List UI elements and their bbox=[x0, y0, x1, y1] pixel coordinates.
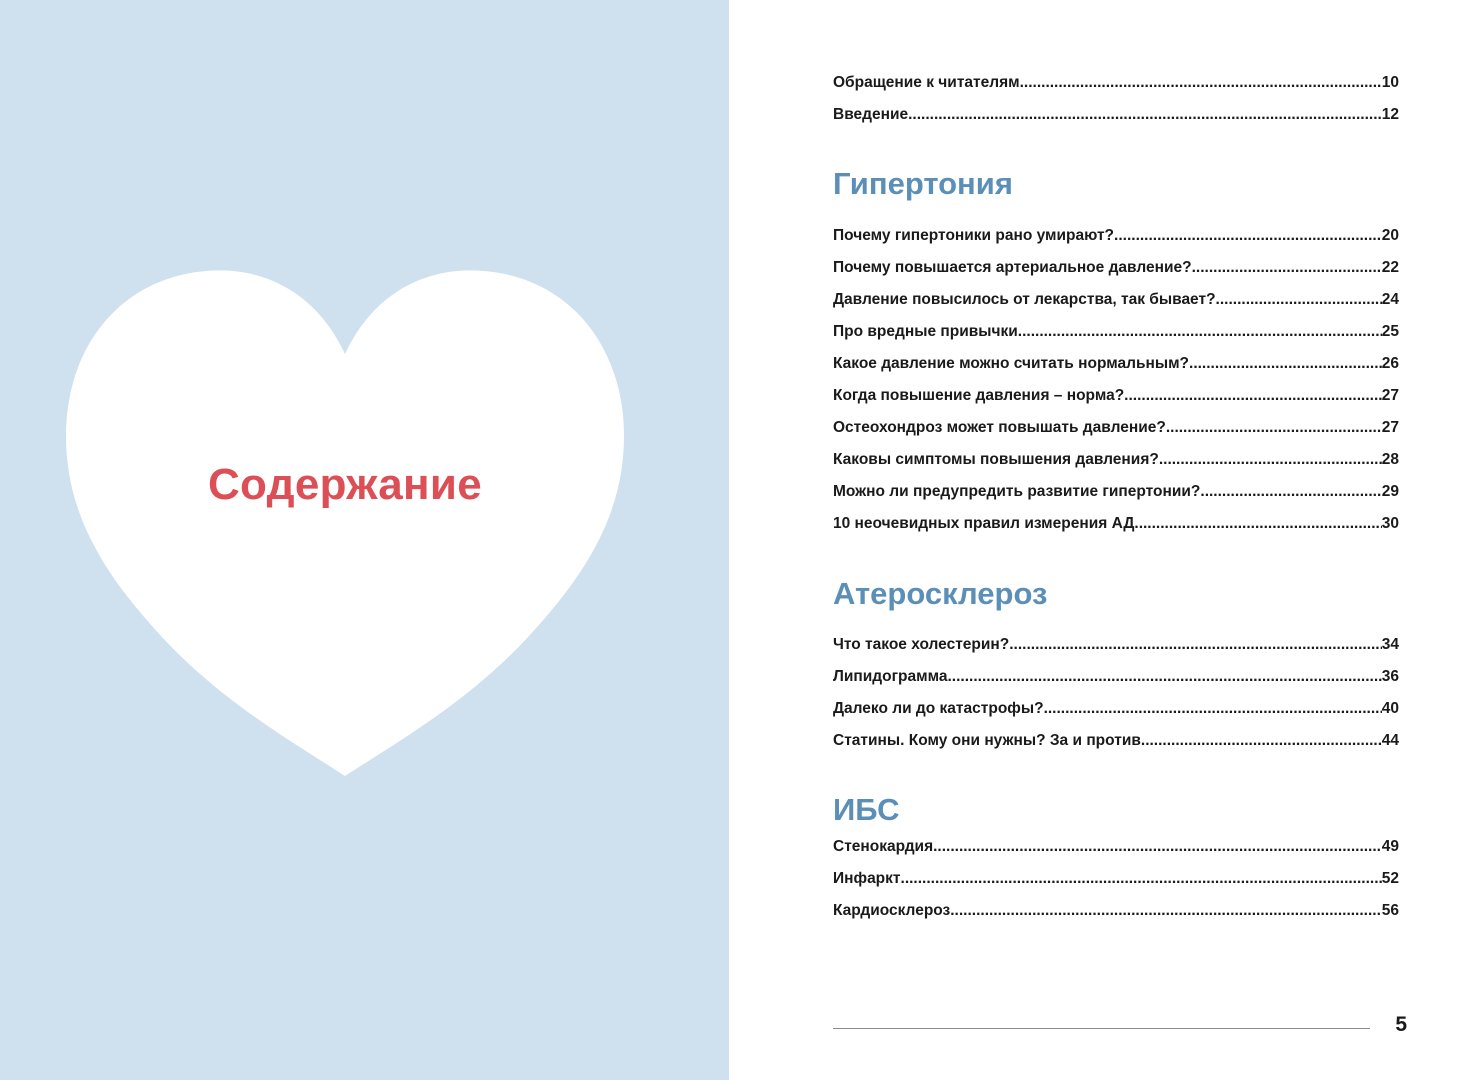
toc-entry-title: Что такое холестерин? bbox=[833, 636, 1010, 653]
toc-entry-title: Какое давление можно считать нормальным? bbox=[833, 355, 1190, 372]
dot-leader bbox=[908, 106, 1382, 124]
section-heading-hypertension: Гипертония bbox=[833, 166, 1013, 201]
toc-entry[interactable] bbox=[833, 515, 1399, 537]
dot-leader bbox=[1159, 451, 1382, 469]
dot-leader bbox=[950, 902, 1382, 920]
toc-entry-page: 26 bbox=[1381, 355, 1399, 372]
toc-entry-page: 10 bbox=[1381, 74, 1399, 91]
toc-entry-title: Инфаркт bbox=[833, 870, 901, 887]
dot-leader bbox=[948, 668, 1382, 686]
toc-entry-title: Когда повышение давления – норма? bbox=[833, 387, 1125, 404]
toc-entry[interactable] bbox=[833, 838, 1399, 860]
toc-entry[interactable] bbox=[833, 227, 1399, 249]
toc-entry[interactable] bbox=[833, 700, 1399, 722]
toc-entry-page: 29 bbox=[1381, 483, 1399, 500]
toc-entry[interactable] bbox=[833, 668, 1399, 690]
toc-entry-page: 52 bbox=[1381, 870, 1399, 887]
toc-entry-page: 27 bbox=[1381, 387, 1399, 404]
toc-entry[interactable] bbox=[833, 291, 1399, 313]
toc-entry-page: 56 bbox=[1381, 902, 1399, 919]
toc-entry[interactable] bbox=[833, 483, 1399, 505]
section-heading-atherosclerosis: Атеросклероз bbox=[833, 576, 1048, 611]
contents-title: Содержание bbox=[207, 460, 483, 509]
toc-entry-title: Далеко ли до катастрофы? bbox=[833, 700, 1044, 717]
toc-entry[interactable] bbox=[833, 387, 1399, 409]
toc-entry[interactable] bbox=[833, 732, 1399, 754]
toc-entry-title: Обращение к читателям bbox=[833, 74, 1020, 91]
toc-entry[interactable] bbox=[833, 323, 1399, 345]
toc-entry[interactable] bbox=[833, 419, 1399, 441]
toc-entry-page: 20 bbox=[1381, 227, 1399, 244]
dot-leader bbox=[1124, 387, 1382, 405]
dot-leader bbox=[1020, 74, 1382, 92]
toc-entry-title: Про вредные привычки bbox=[833, 323, 1018, 340]
toc-entry-page: 44 bbox=[1381, 732, 1399, 749]
dot-leader bbox=[933, 838, 1382, 856]
toc-entry-page: 30 bbox=[1381, 515, 1399, 532]
dot-leader bbox=[1166, 419, 1382, 437]
toc-entry-title: Кардиосклероз bbox=[833, 902, 951, 919]
toc-entry[interactable] bbox=[833, 74, 1399, 96]
dot-leader bbox=[1018, 323, 1382, 341]
toc-entry-page: 28 bbox=[1381, 451, 1399, 468]
toc-entry[interactable] bbox=[833, 106, 1399, 128]
toc-entry-title: Давление повысилось от лекарства, так бывает? bbox=[833, 291, 1216, 308]
toc-entry-page: 12 bbox=[1381, 106, 1399, 123]
dot-leader bbox=[1200, 483, 1381, 501]
toc-entry[interactable] bbox=[833, 636, 1399, 658]
toc-entry-title: Введение bbox=[833, 106, 909, 123]
dot-leader bbox=[1141, 732, 1382, 750]
toc-entry-page: 34 bbox=[1381, 636, 1399, 653]
toc-entry-page: 49 bbox=[1381, 838, 1399, 855]
toc-entry-title: Остеохондроз может повышать давление? bbox=[833, 419, 1166, 436]
dot-leader bbox=[1114, 227, 1382, 245]
heart-icon bbox=[66, 266, 624, 776]
dot-leader bbox=[1134, 515, 1381, 533]
left-page bbox=[0, 0, 729, 1080]
toc-entry-page: 22 bbox=[1381, 259, 1399, 276]
toc-entry-title: Стенокардия bbox=[833, 838, 934, 855]
dot-leader bbox=[1189, 355, 1382, 373]
right-page bbox=[729, 0, 1461, 1080]
toc-entry[interactable] bbox=[833, 902, 1399, 924]
heart-shape bbox=[66, 266, 624, 776]
toc-entry[interactable] bbox=[833, 451, 1399, 473]
toc-entry-title: Липидограмма bbox=[833, 668, 948, 685]
toc-entry-page: 25 bbox=[1381, 323, 1399, 340]
toc-entry-page: 36 bbox=[1381, 668, 1399, 685]
toc-entry[interactable] bbox=[833, 355, 1399, 377]
dot-leader bbox=[1192, 259, 1382, 277]
footer-divider bbox=[833, 1028, 1370, 1029]
page-number: 5 bbox=[1395, 1013, 1407, 1036]
toc-entry-page: 24 bbox=[1381, 291, 1399, 308]
toc-entry-page: 27 bbox=[1381, 419, 1399, 436]
toc-entry-title: Каковы симптомы повышения давления? bbox=[833, 451, 1159, 468]
toc-entry-page: 40 bbox=[1381, 700, 1399, 717]
toc-entry-title: 10 неочевидных правил измерения АД bbox=[833, 515, 1135, 532]
toc-entry-title: Почему гипертоники рано умирают? bbox=[833, 227, 1115, 244]
dot-leader bbox=[1009, 636, 1382, 654]
toc-entry-title: Статины. Кому они нужны? За и против bbox=[833, 732, 1141, 749]
dot-leader bbox=[1044, 700, 1382, 718]
section-heading-ibs: ИБС bbox=[833, 792, 900, 827]
dot-leader bbox=[901, 870, 1382, 888]
dot-leader bbox=[1216, 291, 1382, 309]
toc-entry-title: Почему повышается артериальное давление? bbox=[833, 259, 1192, 276]
toc-entry[interactable] bbox=[833, 870, 1399, 892]
toc-entry-title: Можно ли предупредить развитие гипертонии? bbox=[833, 483, 1201, 500]
toc-entry[interactable] bbox=[833, 259, 1399, 281]
